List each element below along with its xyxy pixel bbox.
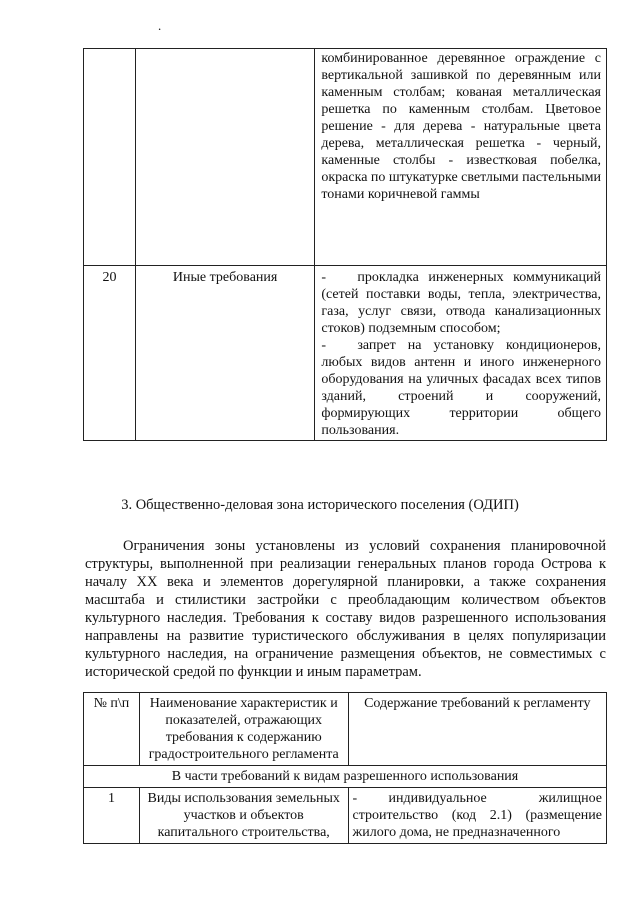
header-cell-num: № п\п (84, 693, 140, 766)
table-section-row (84, 766, 607, 788)
list-item: - прокладка инженерных коммуникаций (сетей поставки воды, тепла, электричества, газа, услуг связи, отвода канализационных стоков) подземным способом; (321, 270, 601, 336)
section-row-cell: В части требований к видам разрешенного использования (84, 766, 607, 788)
table-cell-content (315, 266, 607, 441)
table-header-row (84, 693, 607, 766)
table-cell-num (84, 49, 136, 266)
table-row (84, 788, 607, 844)
table-cell-num: 1 (84, 788, 140, 844)
table-cell-content: - индивидуальное жилищное строительство (код 2.1) (размещение жилого дома, не предназначенного (348, 788, 606, 844)
table-row (84, 49, 607, 266)
list-item-text: прокладка инженерных коммуникаций (сетей поставки воды, тепла, электричества, газа, услуг связи, отвода канализационных стоков) подземным способом; (321, 270, 601, 336)
table-cell-content: комбинированное деревянное ограждение с вертикальной зашивкой по деревянным или каменным столбам; кованая металлическая решетка по каменным столбам. Цветовое решение - для дерева - натуральные цвета дерева, металлическая решетка - черный, каменные столбы - известковая побелка, окраска по штукатурке светлыми пастельными тонами коричневой гаммы (315, 49, 607, 266)
header-cell-name: Наименование характеристик и показателей, отражающих требования к содержанию градостроительного регламента (139, 693, 348, 766)
table-cell-name: Виды использования земельных участков и объектов капитального строительства, (139, 788, 348, 844)
table-row (84, 266, 607, 441)
requirements-table (83, 692, 607, 844)
body-paragraph: Ограничения зоны установлены из условий сохранения планировочной структуры, выполненной при реализации генеральных планов города Острова к началу XX века и элементов дорегулярной планировки, а также сохранения масштаба и стилистики застройки с преобладающим количеством объектов культурного наследия. Требования к составу видов разрешенного использования направлены на развитие туристического обслуживания в целях популяризации культурного наследия, на ограничение размещения объектов, не совместимых с исторической средой по функции и иным параметрам. (85, 538, 606, 680)
table-cell-name (135, 49, 314, 266)
list-item-text: индивидуальное жилищное строительство (код 2.1) (размещение жилого дома, не предназначенного (352, 791, 602, 840)
list-item-text: запрет на установку кондиционеров, любых видов антенн и иного инженерного оборудования на уличных фасадах всех типов зданий, строений и сооружений, формирующих территории общего пользования. (321, 338, 601, 438)
requirements-table-continued (83, 48, 607, 441)
section-heading: 3. Общественно-деловая зона исторического поселения (ОДИП) (121, 497, 519, 513)
header-cell-content: Содержание требований к регламенту (348, 693, 606, 766)
list-item: - запрет на установку кондиционеров, любых видов антенн и иного инженерного оборудования на уличных фасадах всех типов зданий, строений и сооружений, формирующих территории общего пользования. (321, 338, 601, 438)
table-cell-name: Иные требования (135, 266, 314, 441)
stray-mark: . (158, 18, 162, 33)
table-cell-num: 20 (84, 266, 136, 441)
